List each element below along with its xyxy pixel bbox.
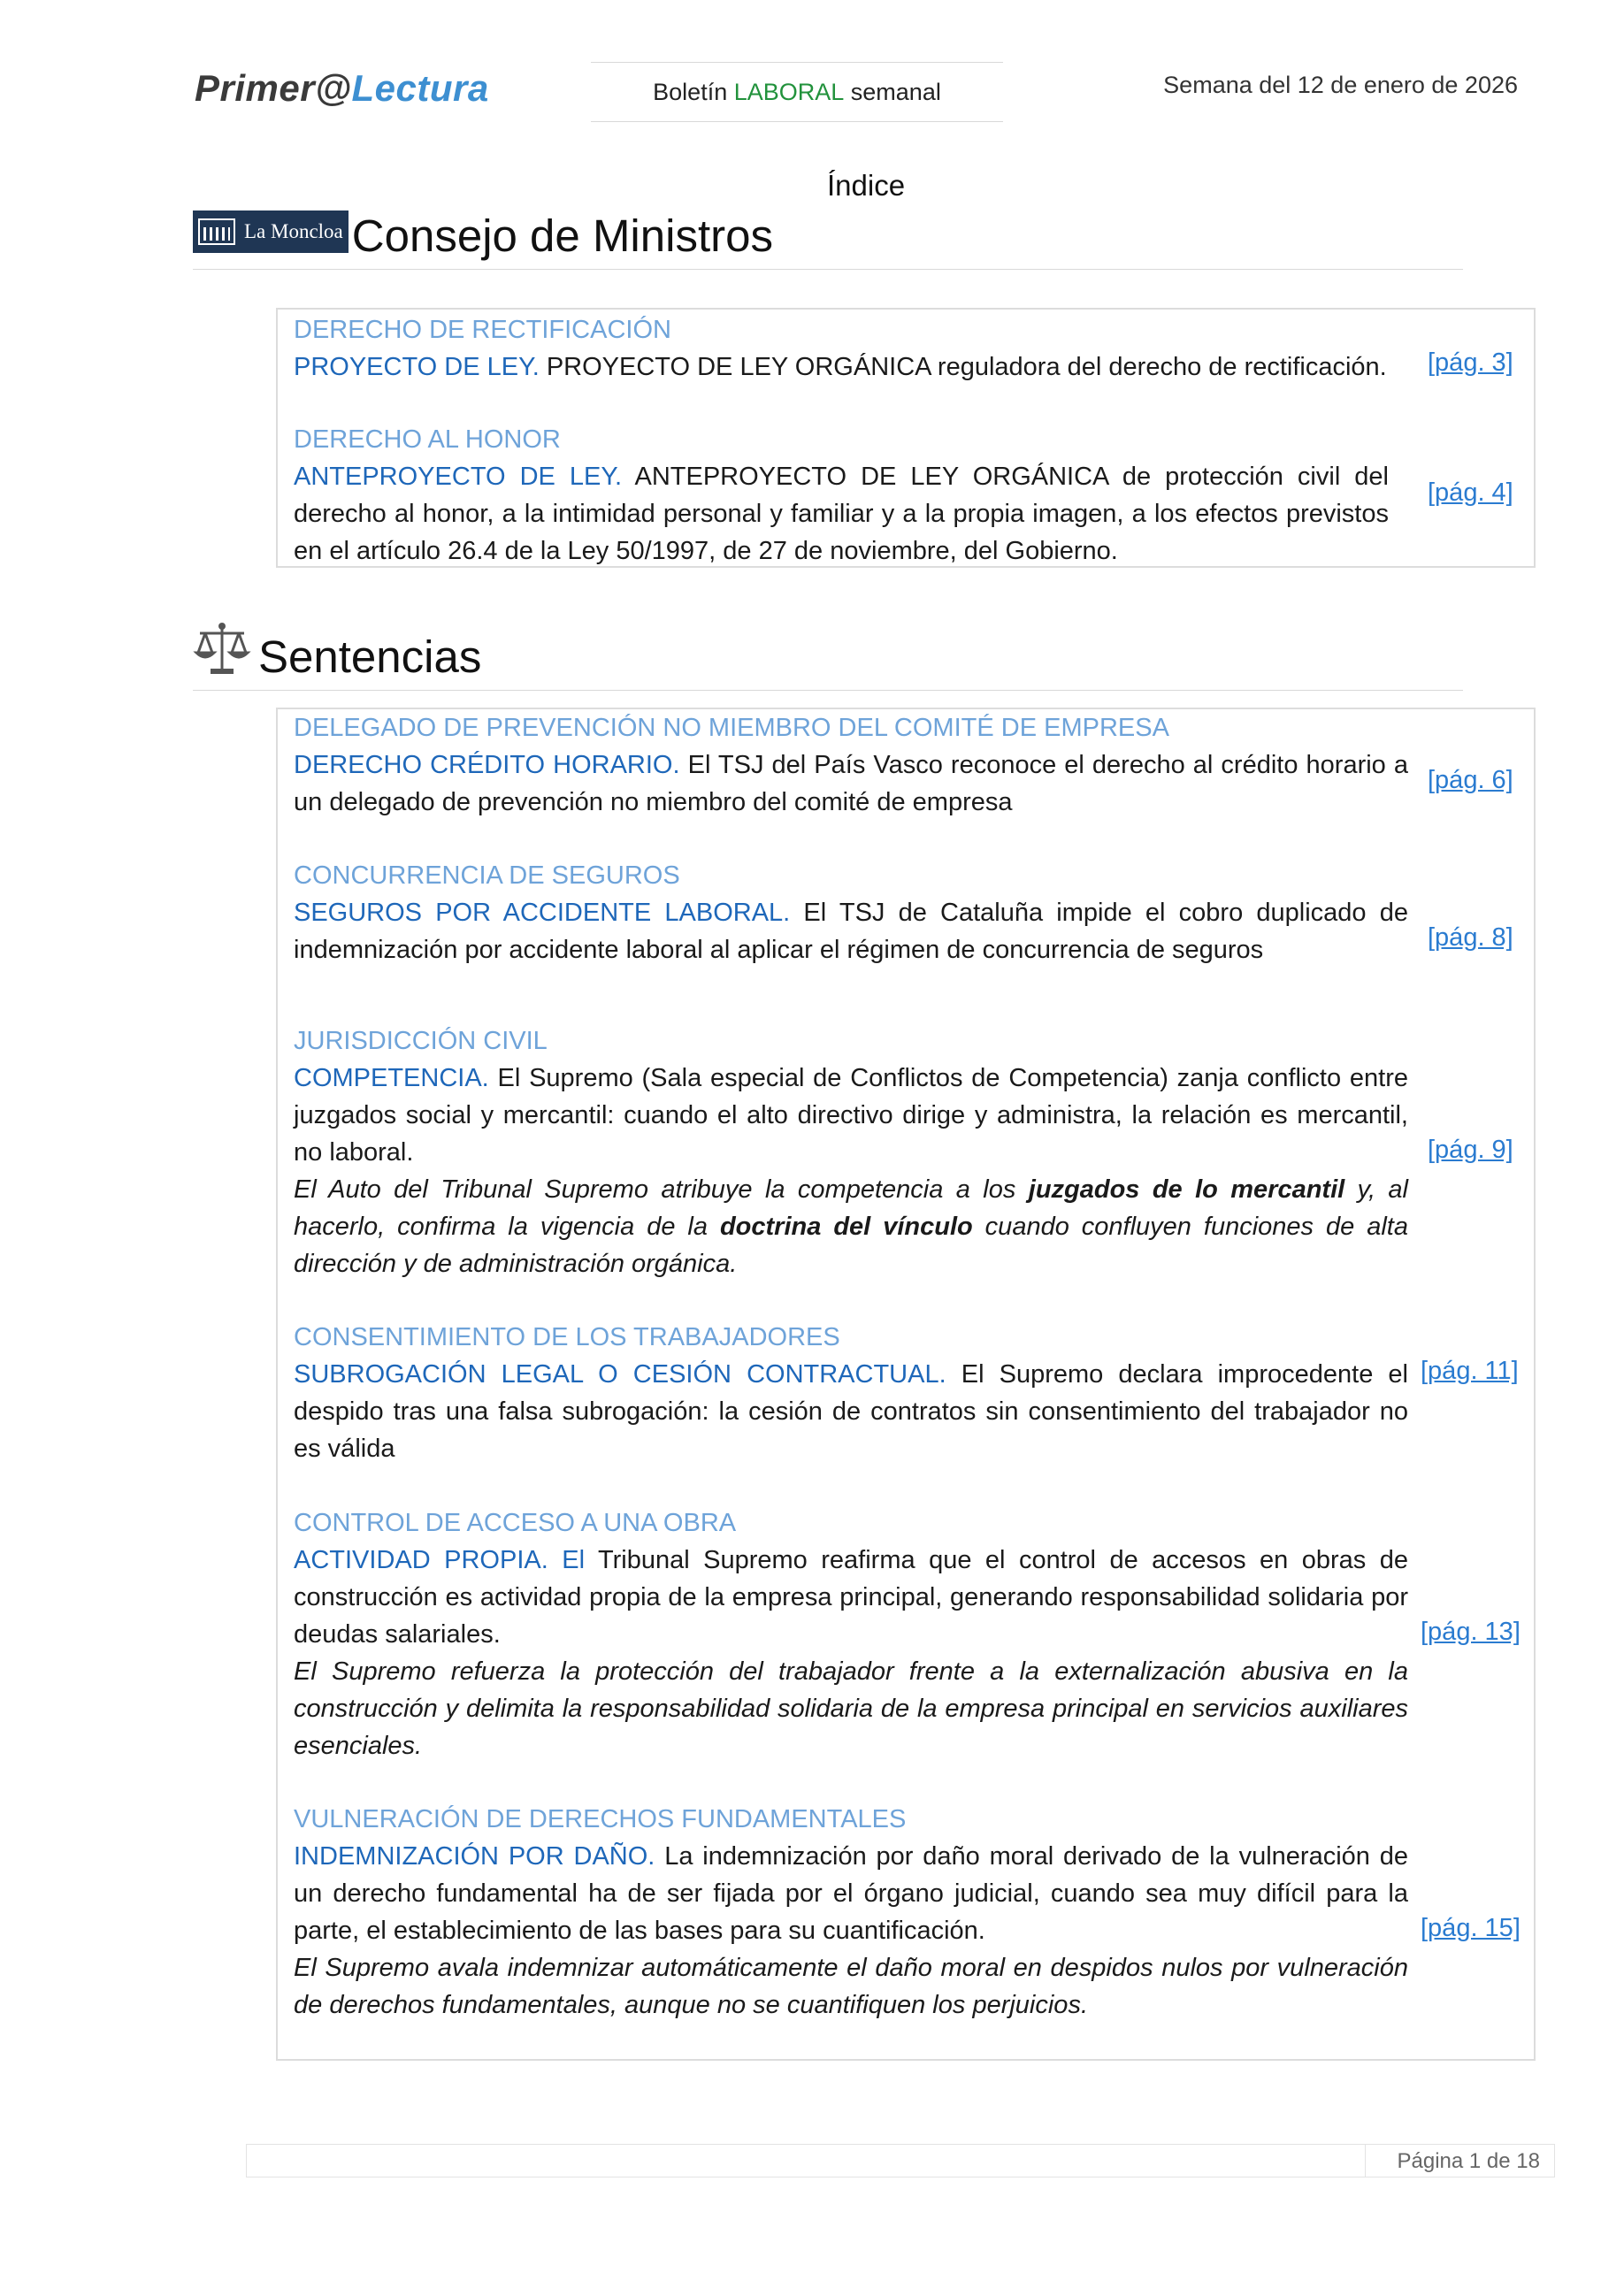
page-link[interactable]: [pág. 15]	[1421, 1914, 1521, 1942]
page-link[interactable]: [pág. 4]	[1428, 478, 1513, 507]
page-footer	[246, 2144, 1555, 2177]
list-item: DERECHO AL HONOR ANTEPROYECTO DE LEY. ANTEPROYECTO DE LEY ORGÁNICA de protección civil del derecho al honor, a la intimidad personal y familiar y a la propia imagen, a los efectos previstos en el artículo 26.4 de la Ley 50/1997, de 27 de noviembre, del Gobierno.	[294, 425, 1389, 565]
page-link[interactable]: [pág. 11]	[1421, 1357, 1519, 1385]
sentencias-index-box	[276, 708, 1536, 2061]
list-item: VULNERACIÓN DE DERECHOS FUNDAMENTALES INDEMNIZACIÓN POR DAÑO. La indemnización por daño moral derivado de la vulneración de un derecho fundamental ha de ser fijada por el órgano judicial, cuando sea muy difícil para la parte, el establecimiento de las bases para su cuantificación. El Supremo avala indemnizar automáticamente el daño moral en despidos nulos por vulneración de derechos fundamentales, aunque no se cuantifiquen los perjuicios.	[294, 1805, 1408, 2019]
section-heading-sentencias	[193, 610, 1463, 691]
consejo-index-box	[276, 308, 1536, 568]
list-item: CONSENTIMIENTO DE LOS TRABAJADORES SUBROGACIÓN LEGAL O CESIÓN CONTRACTUAL. El Supremo declara improcedente el despido tras una falsa subrogación: la cesión de contratos sin consentimiento del trabajador no es válida	[294, 1323, 1408, 1463]
page-link[interactable]: [pág. 9]	[1428, 1136, 1513, 1164]
brand-logo: Primer@Lectura	[195, 67, 489, 109]
page-link[interactable]: [pág. 8]	[1428, 923, 1513, 952]
index-title: Índice	[827, 169, 906, 202]
page-link[interactable]: [pág. 3]	[1428, 348, 1513, 377]
page-link[interactable]: [pág. 6]	[1428, 766, 1513, 794]
divider	[1365, 2145, 1366, 2177]
list-item: DERECHO DE RECTIFICACIÓN PROYECTO DE LEY. PROYECTO DE LEY ORGÁNICA reguladora del derecho de rectificación.	[294, 316, 1387, 381]
list-item: DELEGADO DE PREVENCIÓN NO MIEMBRO DEL COMITÉ DE EMPRESA DERECHO CRÉDITO HORARIO. El TSJ del País Vasco reconoce el derecho al crédito horario a un delegado de prevención no miembro del comité de empresa	[294, 714, 1408, 816]
section-title: Sentencias	[258, 631, 482, 682]
page-number: Página 1 de 18	[1397, 2149, 1540, 2173]
issue-date: Semana del 12 de enero de 2026	[1163, 72, 1518, 98]
moncloa-logo: La Moncloa	[193, 210, 349, 253]
bulletin-title: Boletín LABORAL semanal	[591, 62, 1003, 122]
list-item: CONCURRENCIA DE SEGUROS SEGUROS POR ACCIDENTE LABORAL. El TSJ de Cataluña impide el cobro duplicado de indemnización por accidente laboral al aplicar el régimen de concurrencia de seguros	[294, 861, 1408, 964]
building-icon	[198, 218, 235, 245]
list-item: CONTROL DE ACCESO A UNA OBRA ACTIVIDAD PROPIA. El Tribunal Supremo reafirma que el control de accesos en obras de construcción es actividad propia de la empresa principal, generando responsabilidad solidaria por deudas salariales. El Supremo refuerza la protección del trabajador frente a la externalización abusiva en la construcción y delimita la responsabilidad solidaria de la empresa principal en servicios auxiliares esenciales.	[294, 1509, 1409, 1760]
page-link[interactable]: [pág. 13]	[1421, 1618, 1521, 1646]
section-heading-consejo	[193, 203, 1463, 270]
list-item: JURISDICCIÓN CIVIL COMPETENCIA. El Supremo (Sala especial de Conflictos de Competencia) zanja conflicto entre juzgados social y mercantil: cuando el alto directivo dirige y administra, la relación es mercantil, no laboral. El Auto del Tribunal Supremo atribuye la competencia a los juzgados de lo mercantil y, al hacerlo, confirma la vigencia de la doctrina del vínculo cuando confluyen funciones de alta dirección y de administración orgánica.	[294, 1027, 1409, 1278]
scales-of-justice-icon	[193, 619, 251, 677]
section-title: Consejo de Ministros	[351, 210, 773, 261]
